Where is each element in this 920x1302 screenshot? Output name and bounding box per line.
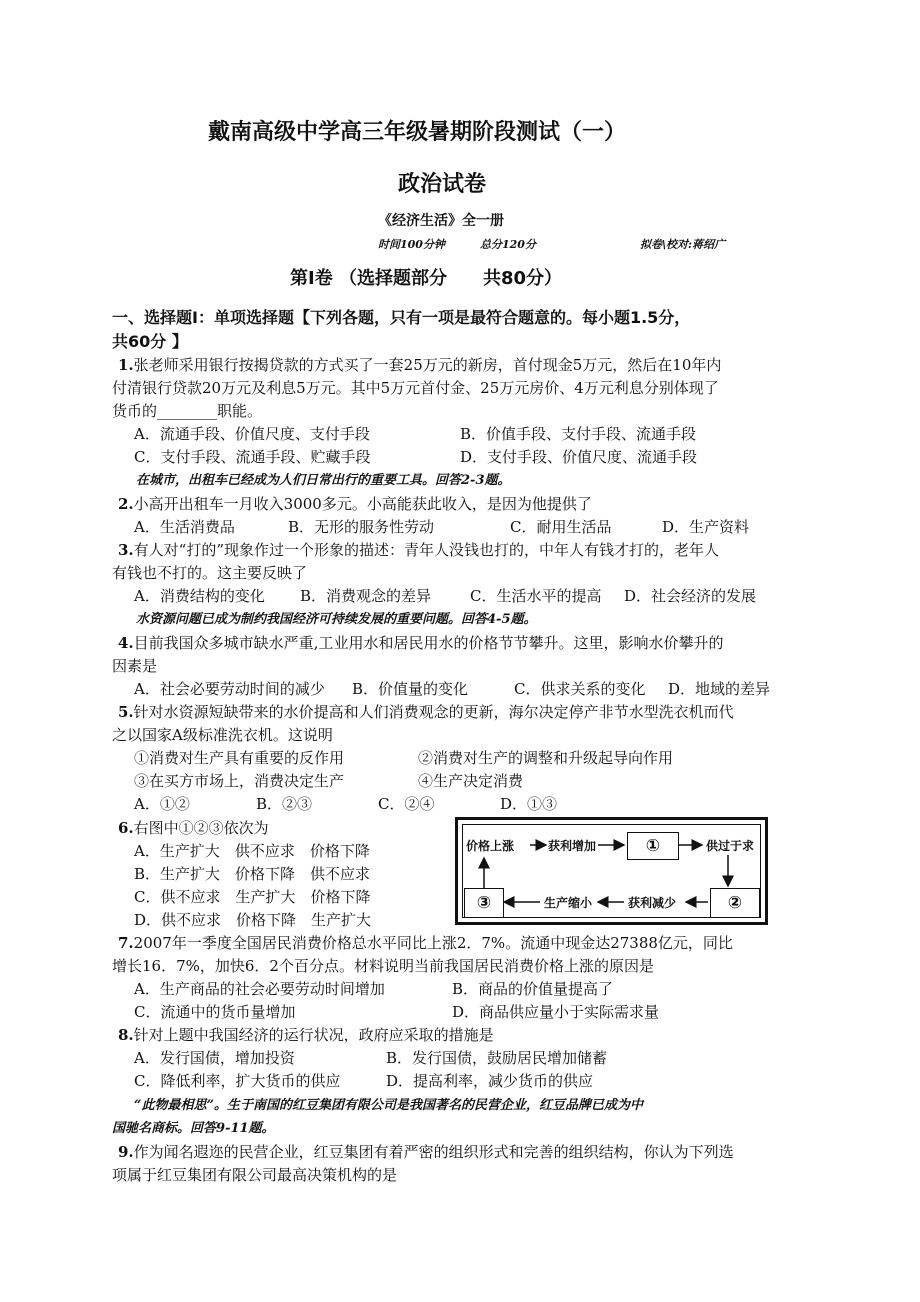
question-text: 2007年一季度全国居民消费价格总水平同比上涨2．7%。流通中现金达27388亿元，同比 — [133, 934, 733, 952]
question-8 — [118, 1025, 494, 1045]
q7-option-b[interactable]: B．商品的价值量提高了 — [452, 980, 614, 998]
q2-option-b[interactable]: B．无形的服务性劳动 — [288, 518, 435, 536]
q4-option-b[interactable]: B．价值量的变化 — [352, 680, 469, 698]
q6-option-a[interactable]: A．生产扩大 供不应求 价格下降 — [134, 842, 370, 860]
section1-instructions-cont: 共60分 】 — [112, 332, 188, 351]
question-text: 作为闻名遐迩的民营企业，红豆集团有着严密的组织形式和完善的组织结构，你认为下列选 — [133, 1143, 734, 1161]
exam-total-score: 总分120分 — [480, 238, 536, 251]
question-5-line2: 之以国家A级标准洗衣机。这说明 — [112, 726, 333, 744]
question-text: 有人对“打的”现象作过一个形象的描述：青年人没钱也打的，中年人有钱才打的，老年人 — [133, 541, 720, 559]
q4-option-a[interactable]: A．社会必要劳动时间的减少 — [134, 680, 325, 698]
question-3 — [118, 540, 719, 560]
question-1-line2: 付清银行贷款20万元及利息5万元。其中5万元首付金、25万元房价、4万元利息分别体现了 — [112, 379, 719, 397]
q8-option-d[interactable]: D．提高利率，减少货币的供应 — [386, 1072, 594, 1090]
question-text: 针对水资源短缺带来的水价提高和人们消费观念的更新，海尔决定停产非节水型洗衣机而代 — [133, 703, 734, 721]
question-text: 目前我国众多城市缺水严重,工业用水和居民用水的价格节节攀升。这里，影响水价攀升的 — [133, 634, 724, 652]
q5-option-c[interactable]: C．②④ — [378, 795, 435, 813]
q2-option-c[interactable]: C．耐用生活品 — [510, 518, 612, 536]
question-number: 7. — [118, 934, 134, 952]
exam-editor: 拟卷\校对:蒋绍广 — [640, 238, 726, 251]
label-profit-up: 获利增加 — [548, 839, 597, 853]
exam-time: 时间100分钟 — [378, 238, 445, 251]
exam-subtitle: 政治试卷 — [398, 172, 487, 197]
q7-option-c[interactable]: C．流通中的货币量增加 — [134, 1003, 296, 1021]
q8-option-a[interactable]: A．发行国债，增加投资 — [134, 1049, 295, 1067]
intro-questions-4-5: 水资源问题已成为制约我国经济可持续发展的重要问题。回答4-5题。 — [136, 612, 537, 627]
q5-statement-2: ②消费对生产的调整和升级起导向作用 — [418, 749, 674, 767]
label-price-up: 价格上涨 — [466, 839, 515, 853]
q7-option-a[interactable]: A．生产商品的社会必要劳动时间增加 — [134, 980, 385, 998]
q8-option-b[interactable]: B．发行国债，鼓励居民增加储蓄 — [386, 1049, 608, 1067]
question-text: 右图中①②③依次为 — [133, 819, 269, 837]
diagram-box-3: ③ — [464, 888, 504, 918]
textbook-name: 《经济生活》全一册 — [378, 213, 504, 229]
question-3-line2: 有钱也不打的。这主要反映了 — [112, 564, 308, 582]
question-6 — [118, 818, 269, 838]
question-number: 2. — [118, 495, 134, 513]
question-1-line3: 货币的________职能。 — [112, 402, 263, 420]
q5-option-b[interactable]: B．②③ — [256, 795, 313, 813]
question-9 — [118, 1142, 734, 1162]
q2-option-a[interactable]: A．生活消费品 — [134, 518, 235, 536]
question-9-line2: 项属于红豆集团有限公司最高决策机构的是 — [112, 1166, 398, 1184]
q3-option-c[interactable]: C．生活水平的提高 — [470, 587, 602, 605]
q8-option-c[interactable]: C．降低利率，扩大货币的供应 — [134, 1072, 341, 1090]
q1-option-d[interactable]: D．支付手段、价值尺度、流通手段 — [460, 448, 698, 466]
q3-option-a[interactable]: A．消费结构的变化 — [134, 587, 265, 605]
exam-title: 戴南高级中学高三年级暑期阶段测试（一） — [208, 120, 627, 145]
q6-option-d[interactable]: D．供不应求 价格下降 生产扩大 — [134, 911, 372, 929]
section1-instructions: 一、选择题Ⅰ：单项选择题【下列各题，只有一项是最符合题意的。每小题1.5分， — [112, 308, 691, 327]
q5-statement-1: ①消费对生产具有重要的反作用 — [134, 749, 345, 767]
part1-heading: 第Ⅰ卷 （选择题部分 共80分） — [290, 268, 563, 289]
question-text: 小高开出租车一月收入3000多元。小高能获此收入，是因为他提供了 — [133, 495, 592, 513]
question-number: 9. — [118, 1143, 134, 1161]
q1-option-a[interactable]: A．流通手段、价值尺度、支付手段 — [134, 425, 370, 443]
q5-statement-4: ④生产决定消费 — [418, 772, 524, 790]
label-profit-down: 获利减少 — [628, 896, 677, 910]
question-number: 1. — [118, 356, 134, 374]
question-4-line2: 因素是 — [112, 657, 158, 675]
question-number: 4. — [118, 634, 134, 652]
q5-option-d[interactable]: D．①③ — [500, 795, 558, 813]
q4-option-c[interactable]: C．供求关系的变化 — [514, 680, 646, 698]
q3-option-d[interactable]: D．社会经济的发展 — [624, 587, 757, 605]
price-cycle-diagram — [455, 817, 768, 925]
question-number: 8. — [118, 1026, 134, 1044]
q5-statement-3: ③在买方市场上，消费决定生产 — [134, 772, 345, 790]
question-number: 3. — [118, 541, 134, 559]
q5-option-a[interactable]: A．①② — [134, 795, 190, 813]
q6-option-b[interactable]: B．生产扩大 价格下降 供不应求 — [134, 865, 371, 883]
question-2 — [118, 494, 592, 514]
question-7 — [118, 933, 733, 953]
question-text: 针对上题中我国经济的运行状况，政府应采取的措施是 — [133, 1026, 494, 1044]
label-oversupply: 供过于求 — [706, 839, 755, 853]
question-text: 张老师采用银行按揭贷款的方式买了一套25万元的新房，首付现金5万元，然后在10年内 — [133, 356, 722, 374]
question-4 — [118, 633, 723, 653]
question-1 — [118, 355, 721, 375]
intro-questions-2-3: 在城市，出租车已经成为人们日常出行的重要工具。回答2-3题。 — [136, 473, 511, 488]
q6-option-c[interactable]: C．供不应求 生产扩大 价格下降 — [134, 888, 371, 906]
q2-option-d[interactable]: D．生产资料 — [662, 518, 750, 536]
q1-option-b[interactable]: B．价值手段、支付手段、流通手段 — [460, 425, 697, 443]
intro-questions-9-11-cont: 国驰名商标。回答9-11题。 — [112, 1121, 275, 1136]
question-7-line2: 增长16．7%，加快6．2个百分点。材料说明当前我国居民消费价格上涨的原因是 — [112, 957, 654, 975]
q3-option-b[interactable]: B．消费观念的差异 — [300, 587, 432, 605]
label-production-down: 生产缩小 — [544, 896, 593, 910]
question-number: 6. — [118, 819, 134, 837]
q7-option-d[interactable]: D．商品供应量小于实际需求量 — [452, 1003, 660, 1021]
intro-questions-9-11: “此物最相思”。生于南国的红豆集团有限公司是我国著名的民营企业，红豆品牌已成为中 — [134, 1098, 643, 1113]
diagram-box-1: ① — [627, 832, 679, 860]
q1-option-c[interactable]: C．支付手段、流通手段、贮藏手段 — [134, 448, 371, 466]
diagram-box-2: ② — [710, 888, 760, 918]
q4-option-d[interactable]: D．地域的差异 — [668, 680, 771, 698]
question-number: 5. — [118, 703, 134, 721]
question-5 — [118, 702, 734, 722]
